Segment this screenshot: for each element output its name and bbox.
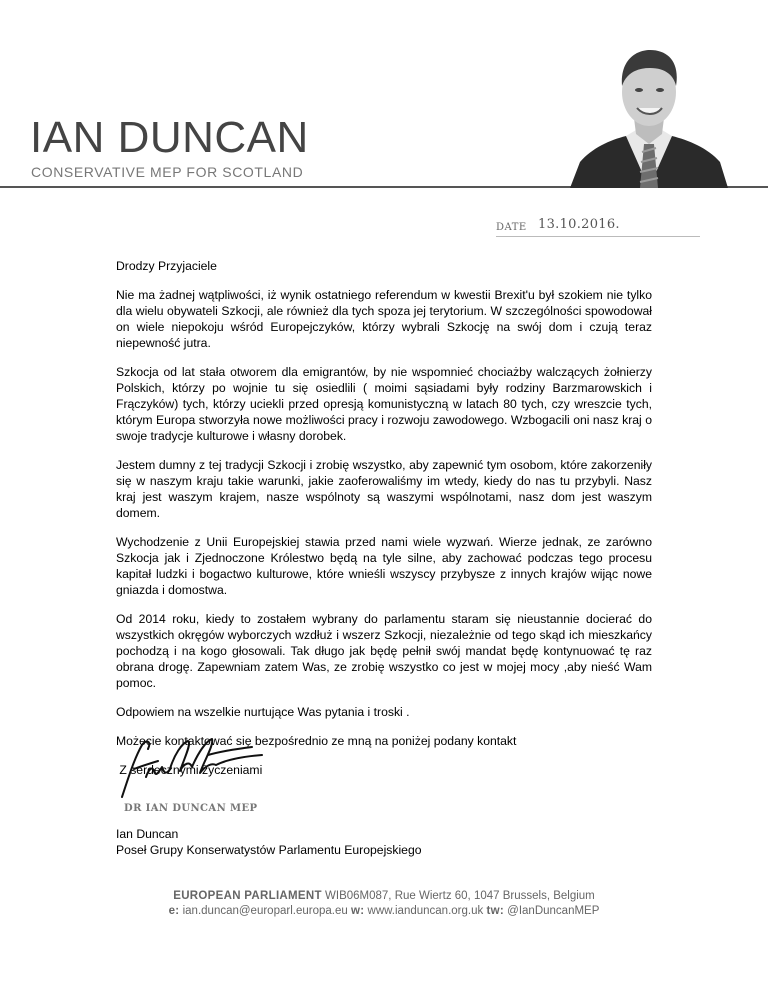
email-label: e:	[168, 905, 180, 917]
twitter-link[interactable]: @IanDuncanMEP	[507, 905, 600, 917]
footer-address-line	[0, 889, 768, 904]
greeting: Drodzy Przyjaciele	[116, 259, 217, 273]
paragraph-3: Jestem dumny z tej tradycji Szkocji i zrobię wszystko, aby zapewnić tym osobom, które zakorzeniły się w naszym kraju takie warunki, jakie zaoferowaliśmy im wtedy, kiedy do nas tu przybyli. Nasz kraj jest waszym krajem, nasze wspólnoty są waszymi wspólnotami, nasz dom jest waszym domem.	[116, 458, 652, 520]
sign-off: Z serdecznymi życzeniami	[116, 763, 263, 777]
web-link[interactable]: www.ianduncan.org.uk	[367, 905, 484, 917]
mep-subtitle: CONSERVATIVE MEP FOR SCOTLAND	[31, 164, 304, 180]
handwritten-signature	[112, 735, 267, 805]
email-link[interactable]: ian.duncan@europarl.europa.eu	[182, 905, 348, 917]
paragraph-7: Możecie kontaktować się bezpośrednio ze mną na poniżej podany kontakt	[116, 734, 517, 748]
paragraph-2: Szkocja od lat stała otworem dla emigrantów, by nie wspomnieć chociażby walczących żołnierzy Polskich, którzy po wojnie tu się osiedlili ( moimi sąsiadami były rodziny Barzmarowskich i Frączyków) tych, którzy uciekli przed opresją komunistyczną w latach 80 tych, czy wreszcie tych, którym Europa stworzyła nowe możliwości pracy i rozwoju zawodowego. Wzbogacili oni nasz kraj o swoje tradycje kulturowe i własny dorobek.	[116, 365, 652, 443]
signature-caption: DR IAN DUNCAN MEP	[124, 803, 258, 814]
paragraph-4: Wychodzenie z Unii Europejskiej stawia przed nami wiele wyzwań. Wierze jednak, ze zarówno Szkocja jak i Zjednoczone Królestwo będą na tyle silne, aby zachować podczas tego procesu kapitał ludzki i bogactwo kulturowe, które wnieśli wszyscy przybysze z innych krajów wijąc nowe gniazda i domostwa.	[116, 535, 652, 597]
footer-address: WIB06M087, Rue Wiertz 60, 1047 Brussels, Belgium	[325, 890, 595, 902]
paragraph-6: Odpowiem na wszelkie nurtujące Was pytania i troski .	[116, 705, 410, 719]
paragraph-5: Od 2014 roku, kiedy to zostałem wybrany do parlamentu staram się nieustannie docierać do wszystkich okręgów wyborczych wzdłuż i wszerz Szkocji, niezależnie od tego skąd ich mieszkańcy pochodzą i na kogo głosowali. Tak długo jak będę pełnił swój mandat będę kontynuować tę raz obrana drogę. Zapewniam zatem Was, ze zrobię wszystko co jest w mojej mocy ,aby nieść Wam pomoc.	[116, 612, 652, 690]
paragraph-1: Nie ma żadnej wątpliwości, iż wynik ostatniego referendum w kwestii Brexit'u był szokiem nie tylko dla wielu obywateli Szkocji, ale również dla tych spoza jej terytorium. W szczególności spowodował on wiele niepokoju wśród Europejczyków, którzy wybrali Szkocję na swój dom i czują teraz niepewność jutra.	[116, 288, 652, 350]
mep-name: IAN DUNCAN	[30, 113, 309, 162]
closing-block	[116, 826, 422, 858]
twitter-label: tw:	[486, 905, 504, 917]
letter-body	[116, 258, 652, 791]
web-label: w:	[350, 905, 365, 917]
date-field	[496, 218, 700, 237]
signer-name: Ian Duncan	[116, 827, 179, 841]
footer	[0, 889, 768, 919]
date-value: 13.10.2016.	[538, 217, 620, 232]
portrait-photo	[570, 40, 728, 188]
signer-position: Poseł Grupy Konserwatystów Parlamentu Europejskiego	[116, 843, 422, 857]
footer-contact-line	[0, 904, 768, 919]
footer-org: EUROPEAN PARLIAMENT	[173, 890, 322, 902]
date-label: DATE	[496, 222, 527, 233]
